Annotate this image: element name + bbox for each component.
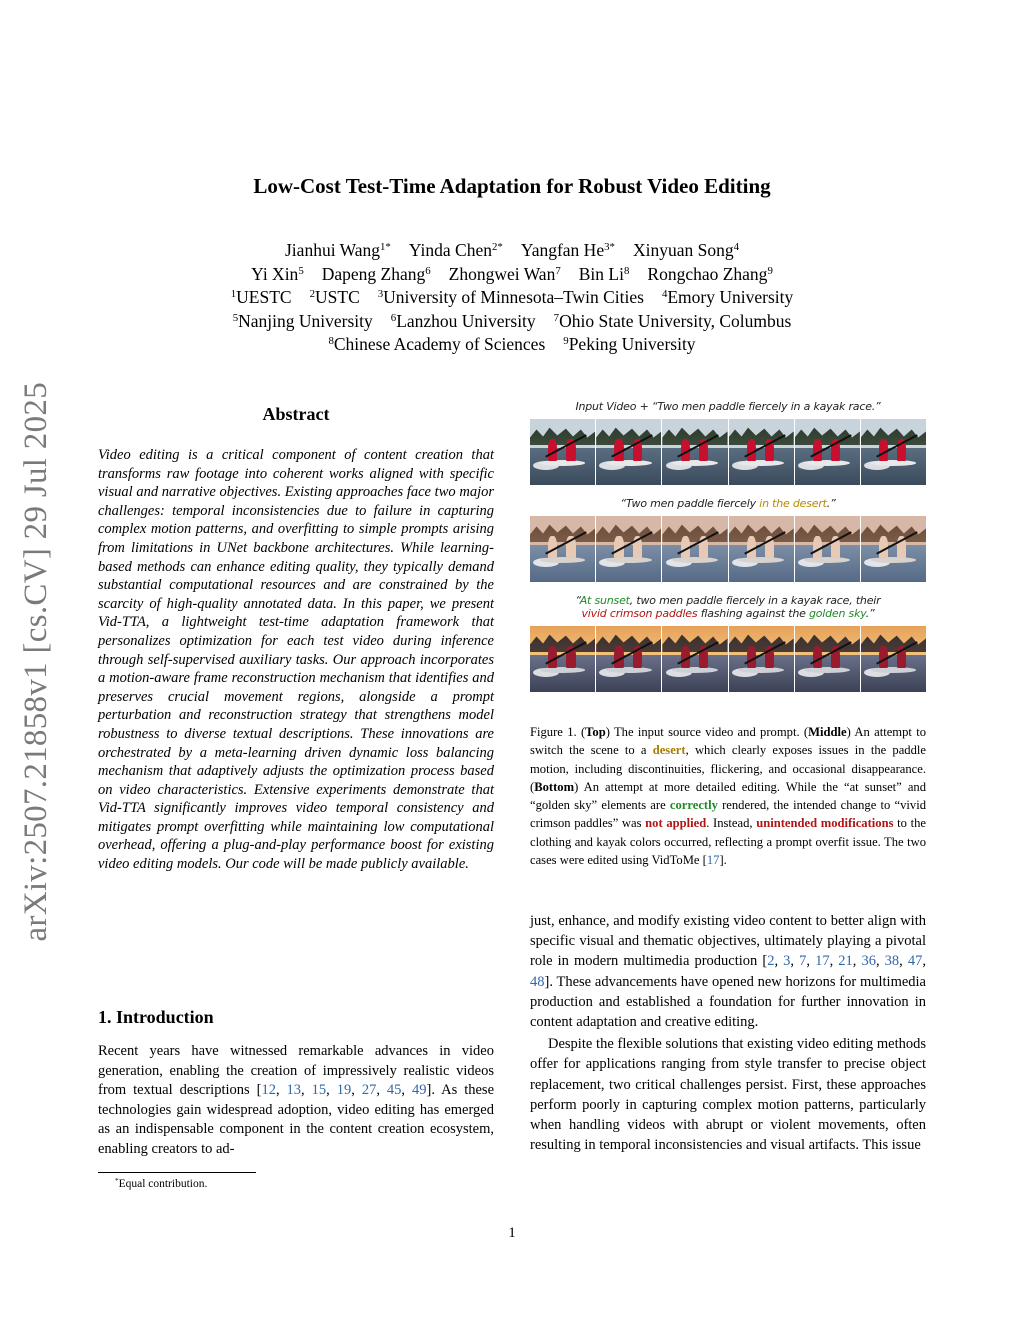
- video-frame: [530, 626, 595, 692]
- citation-link[interactable]: 27: [361, 1082, 377, 1099]
- video-frame: [530, 516, 595, 582]
- affiliation-line-2: [100, 310, 924, 334]
- paragraph: just, enhance, and modify existing video content to better align with specific visual and thematic objectives, ultimately playing a pivotal role in modern multimedia production [2, 3, 7, 17, 21, 36, 38, 47, 48]. These advancements have opened new horizons for multimedia production and established a foundation for further innovation in content adaptation and creative editing.: [530, 913, 926, 1031]
- affiliation: $^9$Peking University: [563, 334, 696, 354]
- citation-link[interactable]: 36: [861, 953, 876, 970]
- video-frame: [530, 419, 595, 485]
- author-line-2: [100, 263, 924, 287]
- figure-1: [530, 400, 926, 692]
- author: Rongchao Zhang$^9$: [647, 263, 773, 284]
- frame-strip-sunset: [530, 626, 926, 692]
- arxiv-stamp: arXiv:2507.21858v1 [cs.CV] 29 Jul 2025: [17, 382, 54, 942]
- video-frame: [795, 419, 860, 485]
- affiliation: $^3$University of Minnesota–Twin Cities: [377, 287, 644, 307]
- affiliation: $^2$USTC: [309, 287, 360, 307]
- author: Yinda Chen$^{2*}$: [408, 240, 503, 260]
- affiliation: $^6$Lanzhou University: [390, 310, 536, 331]
- section-heading-introduction: 1. Introduction: [98, 1007, 214, 1027]
- author: Dapeng Zhang$^6$: [321, 263, 431, 284]
- author-line-1: [100, 239, 924, 263]
- author: Bin Li$^8$: [578, 263, 630, 284]
- figure-prompt-bottom-line-2: vivid crimson paddles flashing against the golden sky.”: [581, 607, 875, 620]
- affiliation: $^7$Ohio State University, Columbus: [553, 310, 792, 331]
- figure-prompt-middle: “Two men paddle fiercely in the desert.”: [620, 497, 836, 510]
- affiliation: $^1$UESTC: [230, 287, 292, 307]
- citation-link[interactable]: 7: [799, 953, 807, 970]
- video-frame: [662, 516, 727, 582]
- video-frame: [662, 419, 727, 485]
- video-frame: [795, 626, 860, 692]
- video-frame: [596, 419, 661, 485]
- video-frame: [729, 516, 794, 582]
- citation-link[interactable]: 38: [884, 953, 900, 970]
- frame-strip-input: [530, 419, 926, 485]
- video-frame: [596, 516, 661, 582]
- figure-prompt-bottom-line-1: “At sunset, two men paddle fiercely in a kayak race, their: [575, 594, 881, 607]
- citation-link[interactable]: 47: [907, 953, 923, 970]
- citation-link[interactable]: 49: [412, 1082, 427, 1099]
- affiliation: $^4$Emory University: [661, 287, 794, 307]
- citation-link[interactable]: 3: [783, 953, 791, 970]
- video-frame: [729, 626, 794, 692]
- citation-link[interactable]: 19: [336, 1082, 352, 1099]
- video-frame: [729, 419, 794, 485]
- frame-strip-desert: [530, 516, 926, 582]
- author: Zhongwei Wan$^7$: [448, 263, 561, 284]
- affiliation: $^5$Nanjing University: [232, 310, 373, 331]
- abstract-heading: Abstract: [262, 404, 330, 424]
- paper-title: Low-Cost Test-Time Adaptation for Robust Video Editing: [253, 174, 771, 198]
- video-frame: [861, 419, 926, 485]
- video-frame: [861, 626, 926, 692]
- figure-caption: Figure 1. (Top) The input source video and prompt. (Middle) An attempt to switch the scene to a desert, which clearly exposes issues in the paddle motion, including discontinuities, flickering, and occasional disappearance. (Bottom) An attempt at more detailed editing. While the “at sunset” and “golden sky” elements are correctly rendered, the intended change to “vivid crimson paddles” was not applied. Instead, unintended modifications to the clothing and kayak colors occurred, reflecting a prompt overfit issue. The two cases were edited using VidToMe [17].: [530, 725, 926, 868]
- author: Yangfan $He^{3*}$: [520, 240, 615, 260]
- right-column-text: [530, 911, 926, 1155]
- citation-link[interactable]: 48: [530, 973, 545, 990]
- author: Yi Xin$^5$: [251, 263, 304, 284]
- figure-prompt-top: Input Video + “Two men paddle fiercely in a kayak race.”: [575, 400, 881, 413]
- citation-link[interactable]: 12: [261, 1082, 276, 1099]
- paragraph: Despite the flexible solutions that existing video editing methods offer for applications ranging from style transfer to precise object replacement, two critical challenges persist. First, these approaches perform poorly in capturing complex motion patterns, particularly when handling videos with abrupt or violent movements, often resulting in temporal inconsistencies and visual artifacts. This issue: [530, 1036, 926, 1154]
- citation-link[interactable]: 17: [706, 853, 720, 868]
- intro-paragraph: Recent years have witnessed remarkable advances in video generation, enabling the creation of impressively realistic videos from textual descriptions [12, 13, 15, 19, 27, 45, 49]. As these technologies gain widespread adoption, video editing has emerged as an indispensable component in the content creation ecosystem, enabling creators to ad-: [98, 1043, 495, 1157]
- citation-link[interactable]: 21: [838, 953, 853, 970]
- footnote-rule: [98, 1172, 256, 1173]
- author: Jianhui Wang$^{1*}$: [285, 240, 391, 260]
- citation-link[interactable]: 13: [286, 1082, 302, 1099]
- video-frame: [662, 626, 727, 692]
- page-number: 1: [508, 1225, 516, 1241]
- abstract-text: Video editing is a critical component of content creation that transforms raw footage into coherent works aligned with specific visual and narrative objectives. Existing approaches face two major challenges: temporal inconsistencies due to failure in capturing complex motion patterns, and overfitting to simple prompts arising from limitations in UNet backbone architectures. While learning-based methods can enhance editing quality, they typically demand substantial computational resources and are constrained by the scarcity of high-quality annotated data. In this paper, we present Vid-TTA, a lightweight test-time adaptation framework that personalizes optimization for each test video during inference through self-supervised auxiliary tasks. Our approach incorporates a motion-aware frame reconstruction mechanism that identifies and preserves crucial movement regions, alongside a prompt perturbation and reconstruction strategy that strengthens model robustness to diverse textual descriptions. These innovations are orchestrated by a meta-learning driven dynamic loss balancing mechanism that adaptively adjusts the optimization process based on video characteristics. Extensive experiments demonstrate that Vid-TTA significantly improves video temporal consistency and mitigates prompt overfitting while maintaining low computational overhead, offering a plug-and-play performance boost for existing video editing models. Our code will be made publicly available.: [98, 447, 494, 873]
- affiliation-line-1: [100, 286, 924, 310]
- author: Xinyuan Song$^4$: [632, 240, 739, 260]
- affiliation: $^8$Chinese Academy of Sciences: [328, 334, 546, 354]
- footnote: *Equal contribution.: [115, 1177, 208, 1190]
- video-frame: [795, 516, 860, 582]
- affiliation-line-3: [100, 333, 924, 357]
- citation-link[interactable]: 45: [386, 1082, 402, 1099]
- citation-link[interactable]: 17: [815, 953, 830, 970]
- author-block: [100, 239, 924, 357]
- citation-link[interactable]: 15: [311, 1082, 327, 1099]
- video-frame: [596, 626, 661, 692]
- video-frame: [861, 516, 926, 582]
- citation-link[interactable]: 2: [767, 953, 775, 970]
